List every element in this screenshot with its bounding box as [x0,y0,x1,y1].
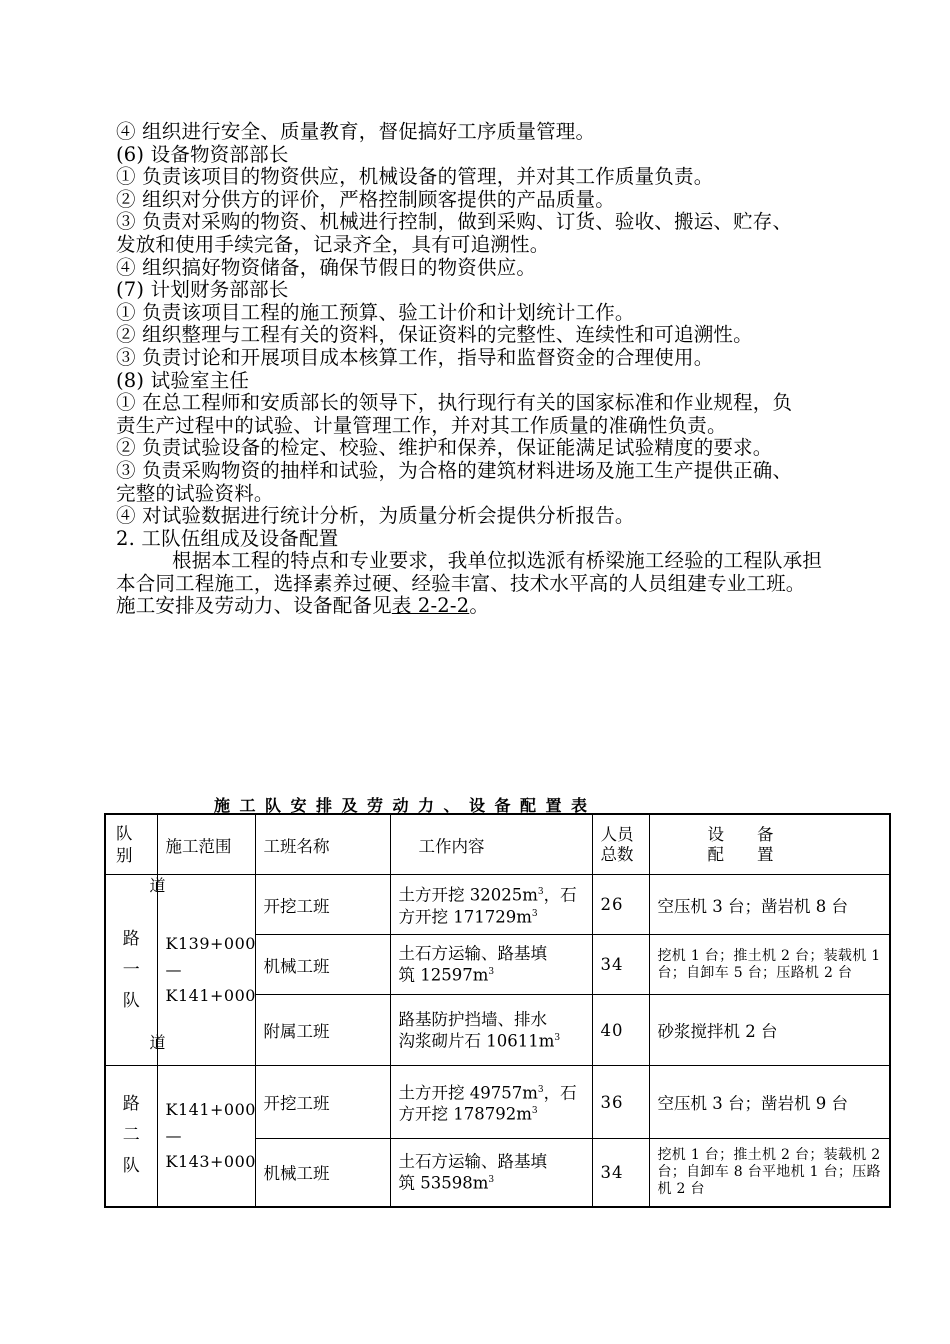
work-content [390,875,592,935]
text-line: 发放和使用手续完备，记录齐全，具有可追溯性。 [116,232,550,256]
range-cell [149,875,256,1066]
body-line: 根据本工程的特点和专业要求，我单位拟选派有桥梁施工经验的工程队承担 [172,549,823,573]
body-line: 本合同工程施工，选择素养过硬、经验丰富、技术水平高的人员组建专业工班。 [116,571,806,595]
text-line: 责生产过程中的试验、计量管理工作，并对其工作质量的准确性负责。 [116,413,727,437]
body-line-prefix: 施工安排及劳动力、设备配备见 [116,594,392,618]
crew-name: 附属工班 [255,995,390,1066]
text-line: ② 组织整理与工程有关的资料，保证资料的完整性、连续性和可追溯性。 [116,323,753,347]
range-dash: — [165,1125,182,1145]
section-heading: (7) 计划财务部部长 [116,278,289,302]
work-b: ，石 [543,885,577,905]
range-start: K141+000 [165,1099,256,1119]
header-equipment [649,814,890,875]
table-header-row [105,814,890,875]
work-content [390,935,592,995]
work-a: 土石方运输、路基填 [398,1152,547,1171]
body-line-suffix: 。 [469,594,490,618]
range-start: K139+000 [165,934,256,953]
header-staff [592,814,649,875]
staff-count: 26 [592,875,649,935]
table-row [105,1066,890,1139]
range-dash: — [165,960,182,979]
header-team [105,814,157,875]
team-cell [105,1066,157,1207]
equipment: 空压机 3 台；凿岩机 9 台 [649,1066,890,1139]
range-end: K143+000 [165,1151,256,1171]
text-line: ① 负责该项目的物资供应，机械设备的管理，并对其工作质量负责。 [116,165,714,189]
table-row [105,875,890,935]
range-tail: 道 [149,1033,166,1052]
header-staff-1: 人员 [600,824,634,844]
unit-sup: 3 [537,887,544,897]
text-line: ③ 负责采购物资的抽样和试验，为合格的建筑材料进场及施工生产提供正确、 [116,458,793,482]
work-c: 沟浆砌片石 10611m [398,1031,555,1051]
team-char: 队 [122,990,140,1011]
header-equipment-1: 设 备 [707,824,774,844]
crew-table [104,813,891,1208]
work-a: 土石方运输、路基填 [398,944,547,964]
equipment: 砂浆搅拌机 2 台 [649,995,890,1066]
equipment: 挖机 1 台；推土机 2 台；装载机 2 台；自卸车 8 台平地机 1 台；压路机 2 台 [649,1139,890,1207]
table-reference-link[interactable]: 表 2-2-2 [391,594,470,618]
team-char: 路 [122,1094,140,1115]
section-heading: (8) 试验室主任 [116,368,250,392]
range-tail: 道 [149,876,166,895]
work-c: 方开挖 171729m [398,907,532,926]
work-a: 路基防护挡墙、排水 [398,1009,547,1029]
work-content [390,995,592,1066]
range-cell [149,1033,256,1207]
section-heading: 2. 工队伍组成及设备配置 [116,526,339,550]
unit-sup: 3 [488,967,495,978]
staff-count: 34 [592,935,649,995]
text-line: ③ 负责讨论和开展项目成本核算工作，指导和监督资金的合理使用。 [116,345,714,369]
header-staff-2: 总数 [600,844,634,864]
responsibility-text [116,121,906,618]
unit-sup: 3 [537,1084,544,1095]
text-line: ③ 负责对采购的物资、机械进行控制，做到采购、订货、验收、搬运、贮存、 [116,210,793,234]
unit-sup: 3 [531,908,538,919]
section-heading: (6) 设备物资部部长 [116,142,289,166]
work-c: 筑 12597m [398,965,489,985]
staff-count: 36 [592,1066,649,1139]
work-c: 方开挖 178792m [398,1104,532,1124]
crew-name: 开挖工班 [255,875,390,935]
work-b: ，石 [543,1083,577,1102]
unit-sup: 3 [531,1106,538,1116]
work-a: 土方开挖 49757m [398,1083,538,1102]
team-char: 一 [122,959,140,980]
range-end: K141+000 [165,986,256,1005]
header-crew: 工班名称 [255,814,390,875]
header-team-2: 别 [116,845,133,865]
header-work: 工作内容 [390,814,592,875]
body-line [116,595,906,618]
unit-sup: 3 [554,1032,561,1043]
equipment: 挖机 1 台；推土机 2 台；装载机 1 台；自卸车 5 台；压路机 2 台 [649,935,890,995]
staff-count: 40 [592,995,649,1066]
text-line: ② 负责试验设备的检定、校验、维护和保养，保证能满足试验精度的要求。 [116,436,773,460]
header-range: 施工范围 [157,814,255,875]
text-line: ① 负责该项目工程的施工预算、验工计价和计划统计工作。 [116,300,635,324]
header-team-1: 队 [116,823,133,843]
work-a: 土方开挖 32025m [398,885,538,905]
text-line: ④ 组织搞好物资储备，确保节假日的物资供应。 [116,255,537,279]
header-equipment-2: 配 置 [707,844,774,864]
text-line: ④ 组织进行安全、质量教育，督促搞好工序质量管理。 [116,120,596,143]
crew-name: 开挖工班 [255,1066,390,1139]
work-content [390,1066,592,1139]
crew-name: 机械工班 [255,1139,390,1207]
text-line: ④ 对试验数据进行统计分析，为质量分析会提供分析报告。 [116,504,635,528]
team-char: 队 [122,1156,140,1177]
text-line: ② 组织对分供方的评价，严格控制顾客提供的产品质量。 [116,187,615,211]
work-c: 筑 53598m [398,1173,489,1193]
work-content [390,1139,592,1207]
crew-name: 机械工班 [255,935,390,995]
text-line: ① 在总工程师和安质部长的领导下，执行现行有关的国家标准和作业规程，负 [116,391,793,415]
text-line: 完整的试验资料。 [116,481,274,505]
staff-count: 34 [592,1139,649,1207]
team-char: 二 [122,1125,140,1146]
team-char: 路 [122,928,140,949]
unit-sup: 3 [488,1175,495,1185]
equipment: 空压机 3 台；凿岩机 8 台 [649,875,890,935]
table-title: 施工队安排及劳动力、设备配置表 [214,796,597,815]
